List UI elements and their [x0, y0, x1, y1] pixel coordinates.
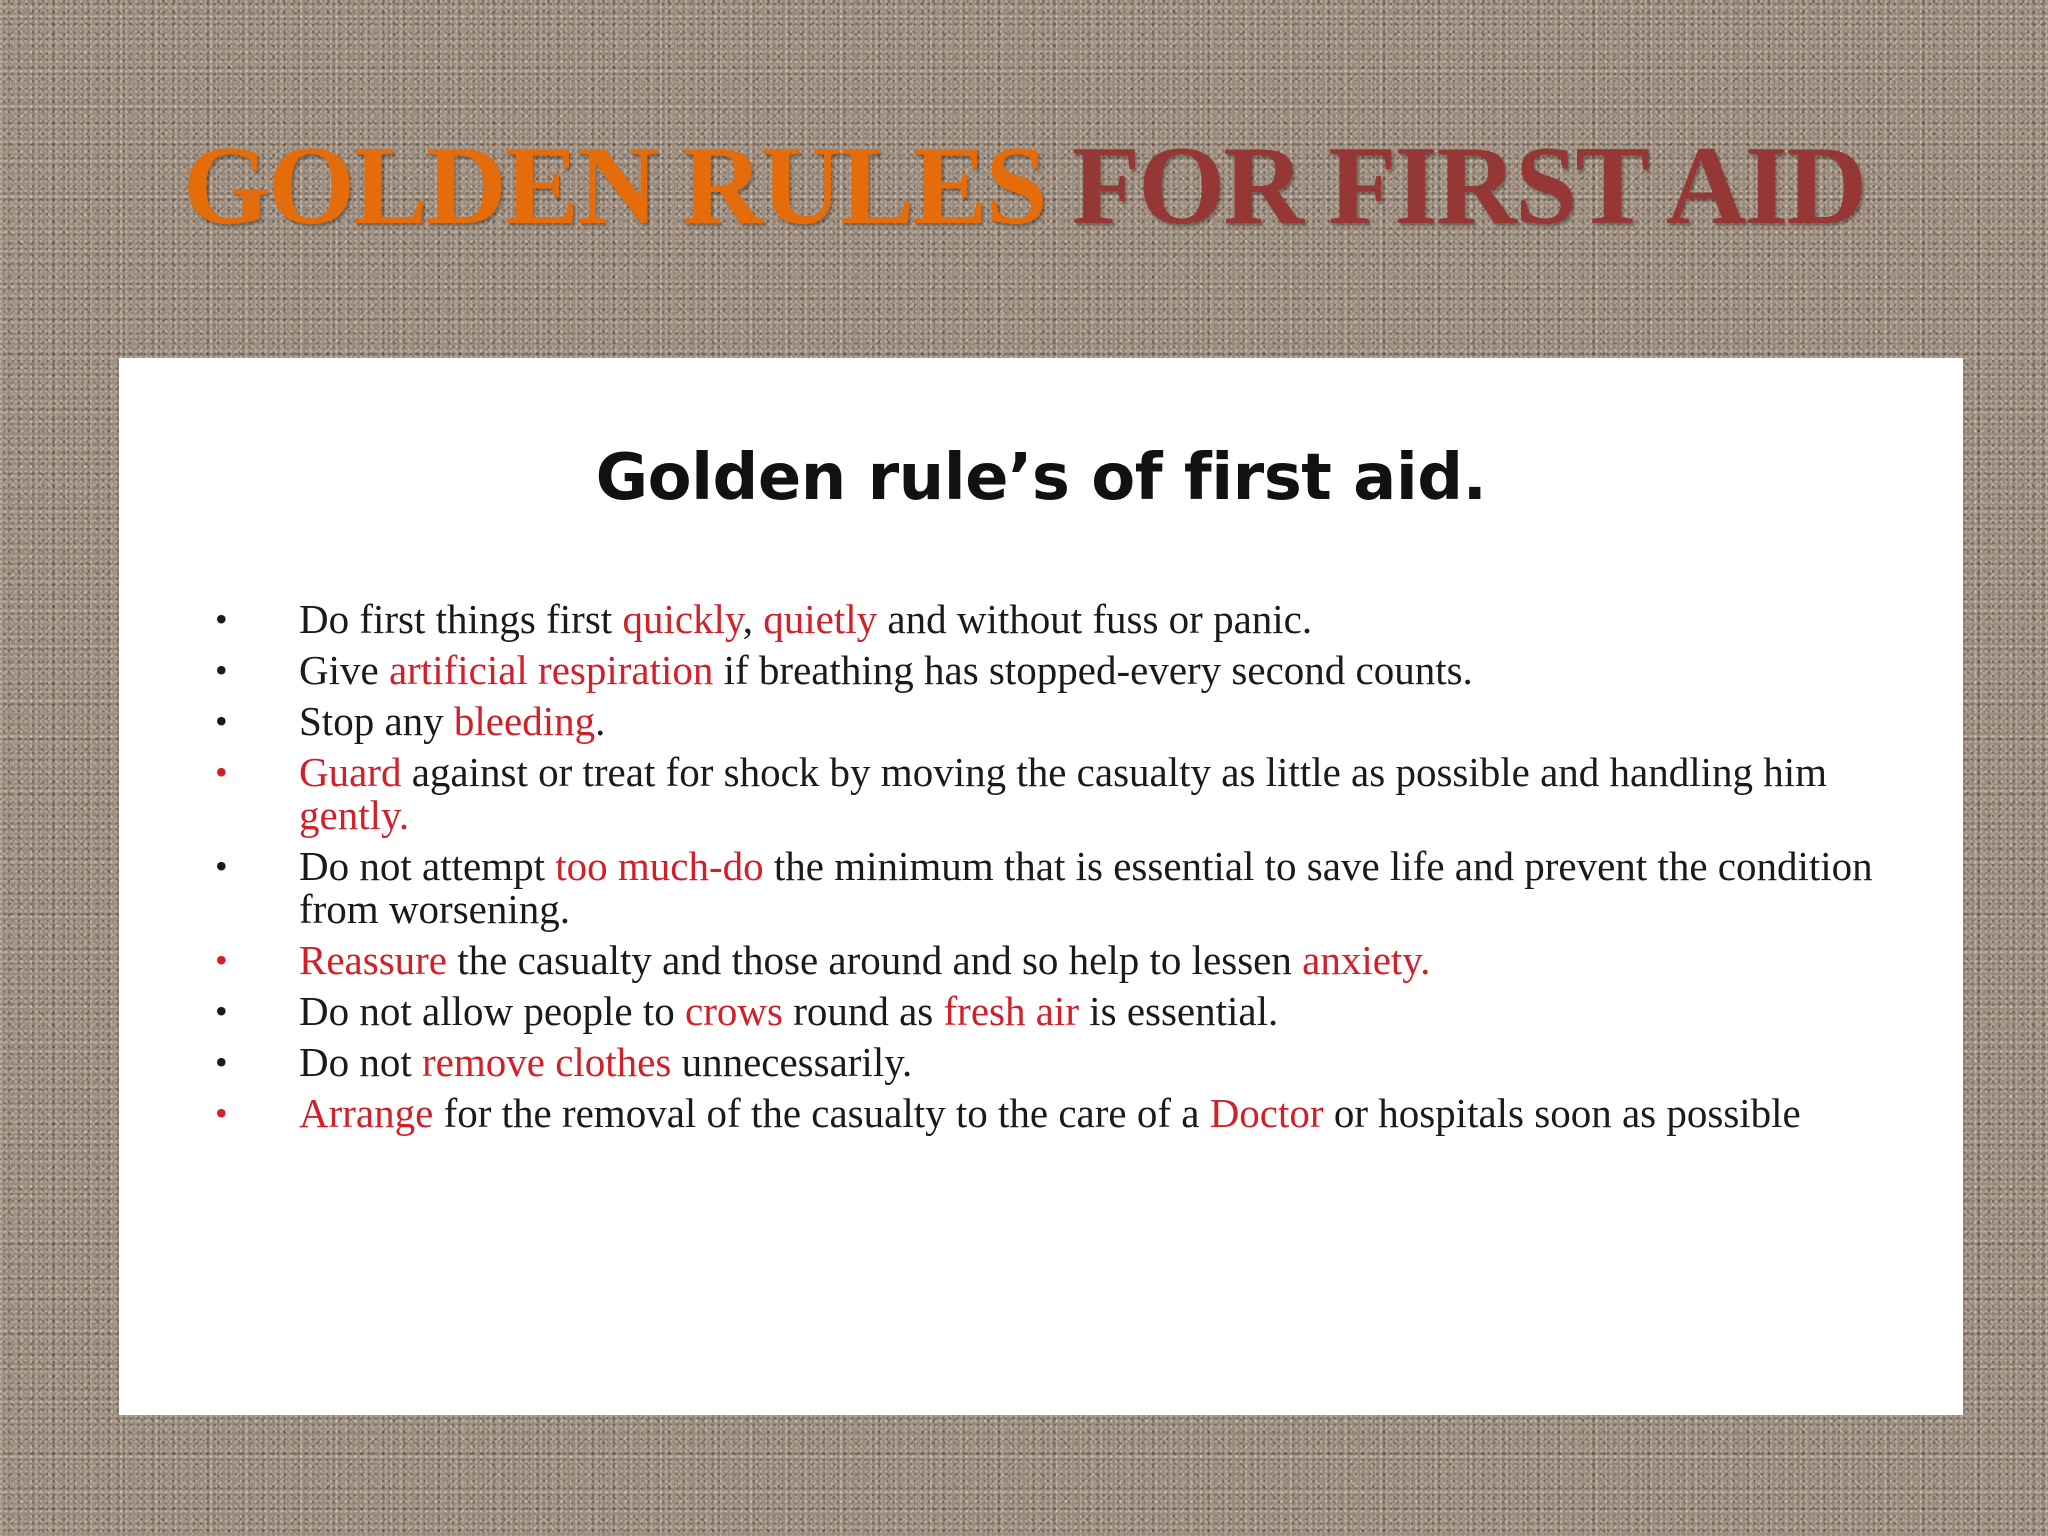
rule-highlight-text: Arrange	[299, 1090, 434, 1136]
rule-item	[215, 700, 1915, 743]
rule-text: Do not allow people to	[299, 988, 686, 1034]
rule-highlight-text: crows	[685, 988, 783, 1034]
panel-heading: Golden rule’s of first aid.	[595, 441, 1487, 515]
rule-text: the casualty and those around and so help to lessen	[447, 937, 1303, 983]
bullet-icon: •	[215, 599, 228, 639]
rule-highlight-text: gently.	[299, 792, 410, 838]
rule-text: or hospitals soon as possible	[1323, 1090, 1801, 1136]
rule-item	[215, 649, 1915, 692]
rule-text: the minimum that is essential to save life and prevent the condition from worsening.	[299, 843, 1873, 932]
rule-highlight-text: remove clothes	[422, 1039, 672, 1085]
bullet-icon: •	[215, 701, 228, 741]
rule-highlight-text: too much-do	[555, 843, 764, 889]
rule-item	[215, 845, 1915, 931]
bullet-icon: •	[215, 991, 228, 1031]
rule-text: and without fuss or panic.	[877, 596, 1313, 642]
rule-text: ,	[742, 596, 764, 642]
rule-text: Do first things first	[299, 596, 623, 642]
bullet-icon: •	[215, 1093, 228, 1133]
rule-text: .	[595, 698, 606, 744]
bullet-icon: •	[215, 752, 228, 792]
rule-highlight-text: Doctor	[1209, 1090, 1324, 1136]
rule-highlight-text: artificial respiration	[388, 647, 714, 693]
rule-highlight-text: Reassure	[299, 937, 448, 983]
rule-text: against or treat for shock by moving the casualty as little as possible and handling him	[401, 749, 1828, 795]
rule-item	[215, 598, 1915, 641]
rule-text: Do not attempt	[299, 843, 556, 889]
rule-text: for the removal of the casualty to the care of a	[433, 1090, 1210, 1136]
rule-text: round as	[782, 988, 944, 1034]
rule-text: Give	[299, 647, 389, 693]
rule-text: Do not	[299, 1039, 422, 1085]
rule-highlight-text: Guard	[299, 749, 402, 795]
rules-list	[215, 598, 1915, 1143]
bullet-icon: •	[215, 846, 228, 886]
rule-text: Stop any	[299, 698, 454, 744]
rule-text: is essential.	[1078, 988, 1279, 1034]
rule-highlight-text: bleeding	[453, 698, 596, 744]
rule-highlight-text: fresh air	[943, 988, 1079, 1034]
rule-item	[215, 751, 1915, 837]
bullet-icon: •	[215, 1042, 228, 1082]
bullet-icon: •	[215, 650, 228, 690]
bullet-icon: •	[215, 940, 228, 980]
rule-item	[215, 939, 1915, 982]
rule-text: if breathing has stopped-every second counts.	[713, 647, 1473, 693]
slide-title	[0, 124, 2048, 248]
rule-highlight-text: quietly	[763, 596, 878, 642]
rule-item	[215, 1041, 1915, 1084]
rule-item	[215, 1092, 1915, 1135]
rules-image-panel	[119, 358, 1963, 1415]
rule-item	[215, 990, 1915, 1033]
rule-text: unnecessarily.	[671, 1039, 913, 1085]
slide-title-golden-rules: GOLDEN RULES	[182, 124, 1046, 248]
rule-highlight-text: anxiety.	[1302, 937, 1431, 983]
slide-title-for-first-aid: FOR FIRST AID	[1071, 124, 1866, 248]
rule-highlight-text: quickly	[622, 596, 743, 642]
